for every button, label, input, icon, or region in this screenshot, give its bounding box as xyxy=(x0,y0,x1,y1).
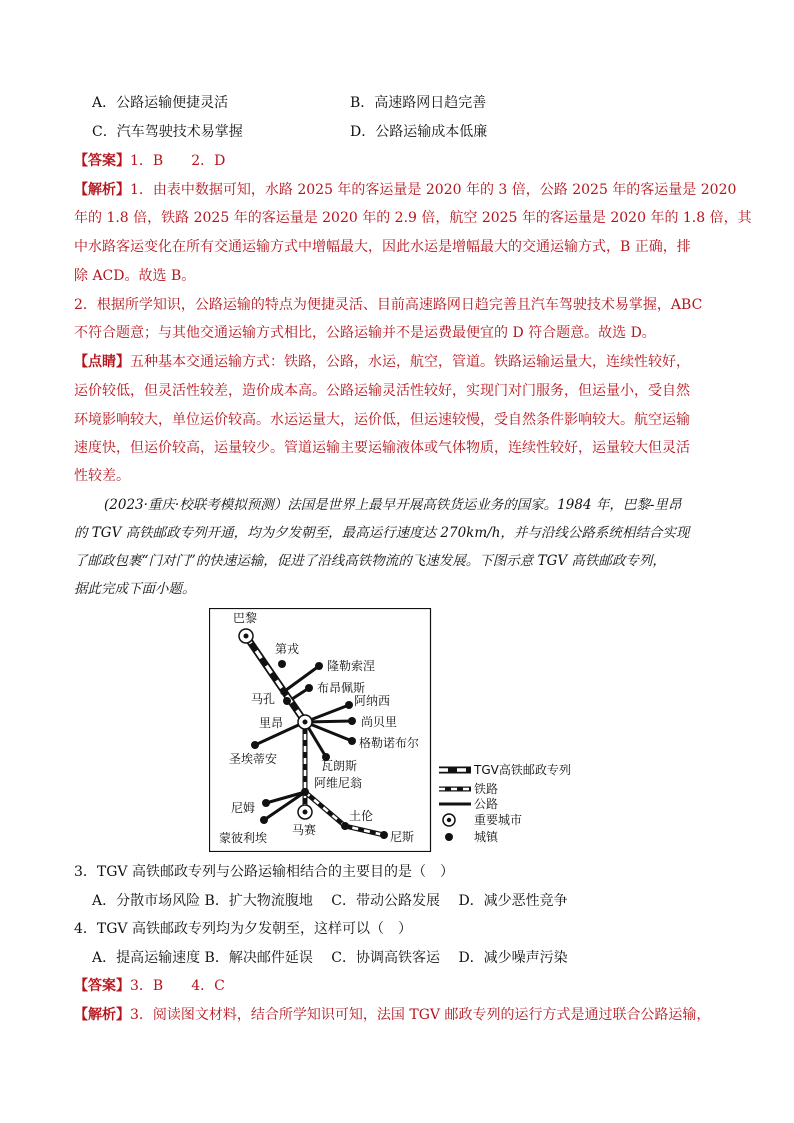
town-montpellier xyxy=(260,816,268,824)
label-chambery: 尚贝里 xyxy=(361,715,398,729)
label-valence: 瓦朗斯 xyxy=(321,759,358,773)
option-a: A．公路运输便捷灵活 xyxy=(92,95,229,111)
label-paris: 巴黎 xyxy=(233,611,258,625)
legend-town: 城镇 xyxy=(474,830,499,844)
label-macon: 马孔 xyxy=(251,692,276,706)
label-toulon: 土伦 xyxy=(349,809,374,823)
town-st-etienne xyxy=(251,741,259,749)
option-b: B．高速路网日趋完善 xyxy=(350,95,487,111)
answer-text: 3．B 4．C xyxy=(130,978,225,994)
town-chambery xyxy=(348,717,356,725)
town-nice xyxy=(380,831,388,839)
town-grenoble xyxy=(348,737,356,745)
analysis-line: 2．根据所学知识，公路运输的特点为便捷灵活、目前高速路网日趋完善且汽车驾驶技术易掌握，ABC xyxy=(74,297,703,313)
map-legend xyxy=(439,762,571,844)
town-nimes xyxy=(262,799,270,807)
legend-tgv: TGV高铁邮政专列 xyxy=(474,763,571,777)
analysis-line: 【解析】1．由表中数据可知，水路 2025 年的客运量是 2020 年的 3 倍，公路 2025 年的客运量是 2020 xyxy=(74,182,737,198)
town-avignon xyxy=(301,788,309,796)
label-besancon: 布昂佩斯 xyxy=(317,681,366,695)
legend-road: 公路 xyxy=(474,797,499,811)
material-line: 了邮政包裹“门对门”的快速运输，促进了沿线高铁物流的飞速发展。下图示意 TGV 高铁邮政专列， xyxy=(74,553,666,569)
question-4-options: A．提高运输速度 B．解决邮件延误 C．协调高铁客运 D．减少噪声污染 xyxy=(92,950,568,966)
analysis-line: 中水路客运变化在所有交通运输方式中增幅最大，因此水运是增幅最大的交通运输方式，B 正确，排 xyxy=(74,239,691,255)
point-line: 运价较低，但灵活性较差，造价成本高。公路运输灵活性较好，实现门对门服务，但运量小，受自然 xyxy=(74,383,690,399)
material-line: (2023·重庆·校联考模拟预测）法国是世界上最早开展高铁货运业务的国家。1984 年，巴黎-里昂 xyxy=(104,497,682,513)
town-besancon xyxy=(305,684,313,692)
legend-rail: 铁路 xyxy=(474,782,499,796)
label-avignon: 阿维尼翁 xyxy=(314,776,363,790)
point-line: 环境影响较大，单位运价较高。水运运量大，运价低，但运速较慢，受自然条件影响较大。航空运输 xyxy=(74,412,690,428)
label-grenoble: 格勒诺布尔 xyxy=(359,736,420,750)
label-marseille: 马赛 xyxy=(292,823,317,837)
map-frame xyxy=(210,609,431,852)
analysis-tag: 【解析】 xyxy=(74,1007,130,1023)
town-annecy xyxy=(345,701,353,709)
analysis-line: 【解析】3．阅读图文材料，结合所学知识可知，法国 TGV 邮政专列的运行方式是通过联合公路运输， xyxy=(74,1007,711,1023)
answer-block-2 xyxy=(74,976,225,996)
material-line: 据此完成下面小题。 xyxy=(74,581,196,597)
answer-tag: 【答案】 xyxy=(74,153,130,169)
material-line: 的 TGV 高铁邮政专列开通，均为夕发朝至，最高运行速度达 270km/h，并与沿线公路系统相结合实现 xyxy=(74,525,690,541)
analysis-line: 年的 1.8 倍，铁路 2025 年的客运量是 2020 年的 2.9 倍，航空 2025 年的客运量是 2020 年的 1.8 倍，其 xyxy=(74,210,752,226)
label-lons: 隆勒索涅 xyxy=(327,659,376,673)
label-montpellier: 蒙彼利埃 xyxy=(219,831,268,845)
label-annecy: 阿纳西 xyxy=(354,694,391,708)
label-nice: 尼斯 xyxy=(390,830,415,844)
label-lyon: 里昂 xyxy=(259,716,284,730)
question-4-stem: 4．TGV 高铁邮政专列均为夕发朝至，这样可以（ ） xyxy=(74,921,412,937)
answer-text: 1．B 2．D xyxy=(130,153,226,169)
option-c: C．汽车驾驶技术易掌握 xyxy=(92,124,243,140)
point-line: 性较差。 xyxy=(74,468,130,484)
question-3-stem: 3．TGV 高铁邮政专列与公路运输相结合的主要目的是（ ） xyxy=(74,864,454,880)
analysis-line: 除 ACD。故选 B。 xyxy=(74,268,196,284)
label-nimes: 尼姆 xyxy=(231,801,256,815)
town-macon xyxy=(283,697,291,705)
answer-block-1 xyxy=(74,151,225,171)
town-dijon xyxy=(278,660,286,668)
option-d: D．公路运输成本低廉 xyxy=(350,124,488,140)
label-dijon: 第戎 xyxy=(275,642,300,656)
analysis-line: 不符合题意；与其他交通运输方式相比，公路运输并不是运费最便宜的 D 符合题意。故选 D。 xyxy=(74,325,656,341)
legend-major-city: 重要城市 xyxy=(474,813,523,827)
label-st-etienne: 圣埃蒂安 xyxy=(229,752,278,766)
answer-tag: 【答案】 xyxy=(74,978,130,994)
point-tag: 【点睛】 xyxy=(74,354,130,370)
tgv-network-map xyxy=(209,608,589,852)
point-line: 【点睛】五种基本交通运输方式：铁路，公路，水运，航空，管道。铁路运输运量大，连续性较好， xyxy=(74,354,690,370)
town-lons xyxy=(315,662,323,670)
question-3-options: A．分散市场风险 B．扩大物流腹地 C．带动公路发展 D．减少恶性竞争 xyxy=(92,893,568,909)
analysis-tag: 【解析】 xyxy=(74,182,130,198)
town-toulon xyxy=(341,822,349,830)
point-line: 速度快，但运价较高，运量较少。管道运输主要运输液体或气体物质，连续性较好，运量较大但灵活 xyxy=(74,440,690,456)
